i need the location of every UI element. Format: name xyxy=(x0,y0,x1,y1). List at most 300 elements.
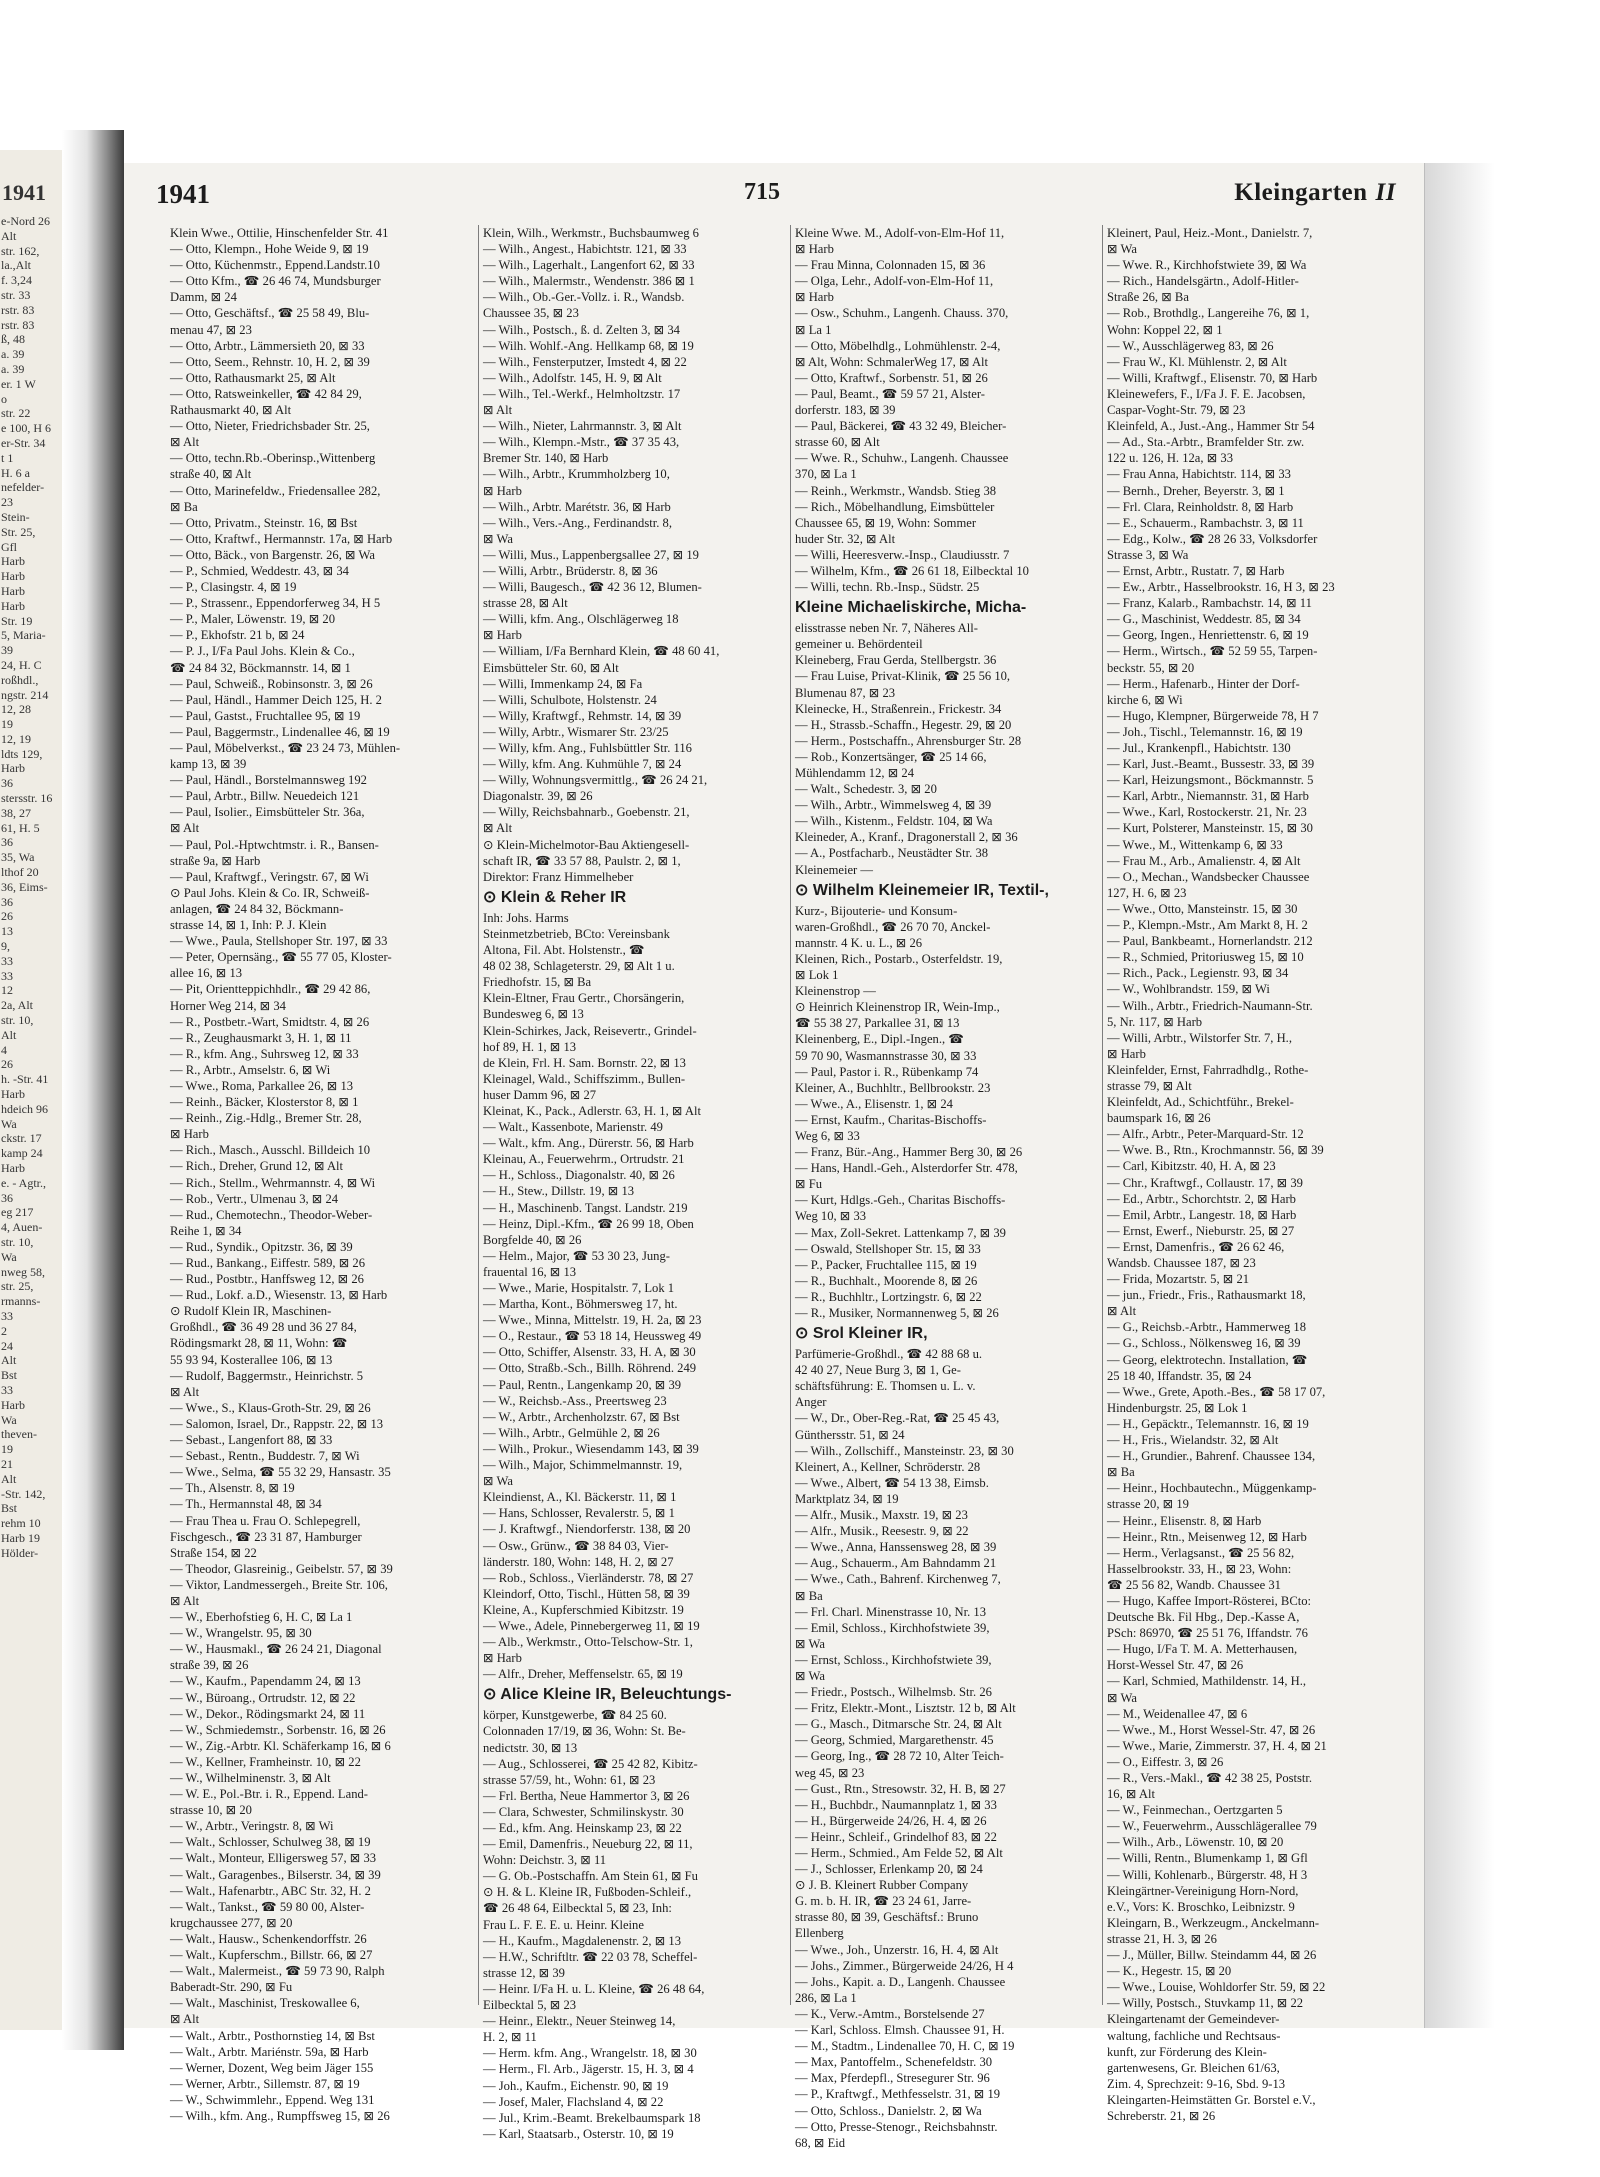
directory-entry-line: Rathausmarkt 40, ⊠ Alt xyxy=(170,403,292,418)
directory-entry-line: — W., Wrangelstr. 95, ⊠ 30 xyxy=(170,1626,312,1641)
directory-entry-line: — W., Dr., Ober-Reg.-Rat, ☎ 25 45 43, xyxy=(795,1411,1000,1426)
directory-entry-line: — Otto, Schiffer, Alsenstr. 33, H. A, ⊠ 30 xyxy=(483,1345,696,1360)
directory-entry-line: strasse 79, ⊠ Alt xyxy=(1107,1078,1192,1093)
directory-entry-line: gemeiner u. Behördenteil xyxy=(795,637,923,652)
directory-entry-line: — Otto, Möbelhdlg., Lohmühlenstr. 2-4, xyxy=(795,338,1001,353)
directory-entry-line: — P., Maler, Löwenstr. 19, ⊠ 20 xyxy=(170,612,336,627)
facing-page-line: 36, Eims- xyxy=(1,879,48,894)
directory-entry-line: — Frida, Mozartstr. 5, ⊠ 21 xyxy=(1107,1272,1250,1287)
directory-entry-line: strasse 57/59, ht., Wohn: 61, ⊠ 23 xyxy=(483,1772,656,1787)
directory-entry-line: — Heinr. I/Fa H. u. L. Kleine, ☎ 26 48 64, xyxy=(483,1981,705,1996)
directory-entry-line: — Wilh., Arbtr., Wimmelsweg 4, ⊠ 39 xyxy=(795,798,992,813)
facing-page-line: lthof 20 xyxy=(1,865,39,880)
facing-page-line: theven- xyxy=(1,1427,37,1442)
directory-entry-line: ⊠ Wa xyxy=(1107,1690,1137,1705)
directory-entry-line: ⊠ Harb xyxy=(1107,1046,1146,1061)
page-header xyxy=(124,179,1424,219)
directory-entry-line: hof 89, H. 1, ⊠ 13 xyxy=(483,1039,577,1054)
directory-entry-line: länderstr. 180, Wohn: 148, H. 2, ⊠ 27 xyxy=(483,1554,674,1569)
directory-entry-line: huder Str. 32, ⊠ Alt xyxy=(795,531,896,546)
directory-entry-line: — P., Ekhofstr. 21 b, ⊠ 24 xyxy=(170,628,305,643)
directory-entry-line: — Wilhelm, Kfm., ☎ 26 61 18, Eilbecktal 10 xyxy=(795,563,1029,578)
directory-entry-line: ⊠ Alt xyxy=(483,821,513,836)
directory-entry-line: Kleindienst, A., Kl. Bäckerstr. 11, ⊠ 1 xyxy=(483,1490,677,1505)
directory-entry-line: — H., Gepäcktr., Telemannstr. 16, ⊠ 19 xyxy=(1107,1416,1309,1431)
directory-entry-line: Kleinert, Paul, Heiz.-Mont., Danielstr. 7, xyxy=(1107,226,1313,240)
directory-entry-line: — G., Schloss., Nölkensweg 16, ⊠ 39 xyxy=(1107,1336,1301,1351)
facing-page-line: ldts 129, xyxy=(1,746,43,761)
directory-entry-line: — Georg, Ingen., Henriettenstr. 6, ⊠ 19 xyxy=(1107,628,1309,643)
directory-entry-line: — Otto, Rathausmarkt 25, ⊠ Alt xyxy=(170,370,336,385)
directory-entry-line: — Wwe., Roma, Parkallee 26, ⊠ 13 xyxy=(170,1078,354,1093)
directory-entry-line: — Wwe., Louise, Wohldorfer Str. 59, ⊠ 22 xyxy=(1107,1980,1326,1995)
directory-entry-line: — Wilh., Tel.-Werkf., Helmholtzstr. 17 xyxy=(483,386,681,401)
facing-page-line: 33 xyxy=(1,1308,13,1323)
directory-entry-line: strasse 21, H. 3, ⊠ 26 xyxy=(1107,1931,1217,1946)
facing-page-line: Harb xyxy=(1,569,25,584)
facing-page-line: 26 xyxy=(1,1057,13,1072)
directory-entry-line: — Heinz, Dipl.-Kfm., ☎ 26 99 18, Oben xyxy=(483,1216,694,1231)
directory-entry-line: — Frl. Clara, Reinholdstr. 8, ⊠ Harb xyxy=(1107,499,1294,514)
directory-entry-line: — H.W., Schriftltr. ☎ 22 03 78, Scheffel- xyxy=(483,1949,698,1964)
directory-entry-line: — Jul., Krankenpfl., Habichtstr. 130 xyxy=(1107,741,1291,755)
directory-entry-line: strasse 14, ⊠ 1, Inh: P. J. Klein xyxy=(170,918,327,933)
directory-entry-line: — William, I/Fa Bernhard Klein, ☎ 48 60 41, xyxy=(483,644,720,659)
directory-entry-line: — Otto, Kraftwf., Hermannstr. 17a, ⊠ Harb xyxy=(170,531,393,546)
directory-entry-line: — Herm., Postschaffn., Ahrensburger Str. 28 xyxy=(795,733,1022,748)
directory-entry-line: ⊠ Fu xyxy=(795,1177,823,1192)
directory-entry-line: — Wwe., Otto, Mansteinstr. 15, ⊠ 30 xyxy=(1107,901,1298,916)
directory-entry-line: frauental 16, ⊠ 13 xyxy=(483,1264,577,1279)
directory-entry-line: — Wwe., Minna, Mittelstr. 19, H. 2a, ⊠ 23 xyxy=(483,1313,702,1328)
facing-page-line: t 1 xyxy=(1,450,14,465)
directory-entry-line: — Willi, Arbtr., Wilstorfer Str. 7, H., xyxy=(1107,1030,1292,1045)
directory-entry-line: — Wwe. B., Rtn., Krochmannstr. 56, ⊠ 39 xyxy=(1107,1143,1324,1158)
directory-entry-line: — Wilh., Nieter, Lahrmannstr. 3, ⊠ Alt xyxy=(483,419,682,434)
directory-entry-line: — Paul, Pol.-Hptwchtmstr. i. R., Bansen- xyxy=(170,837,379,852)
facing-page-line: Hölder- xyxy=(1,1545,39,1560)
directory-entry-line: — W., Dekor., Rödingsmarkt 24, ⊠ 11 xyxy=(170,1706,366,1721)
directory-entry-line: — Frau Anna, Habichtstr. 114, ⊠ 33 xyxy=(1107,467,1291,482)
facing-page-line: f. 3,24 xyxy=(1,273,32,288)
directory-entry-line: Klein-Eltner, Frau Gertr., Chorsängerin, xyxy=(483,991,685,1006)
directory-entry-line: Kleinat, K., Pack., Adlerstr. 63, H. 1, ⊠ Alt xyxy=(483,1103,701,1118)
directory-entry-line: — Walt., Schedestr. 3, ⊠ 20 xyxy=(795,782,937,797)
directory-entry-line: — W., Feinmechan., Oertzgarten 5 xyxy=(1107,1803,1283,1818)
directory-entry-line: — Willi, Baugesch., ☎ 42 36 12, Blumen- xyxy=(483,580,702,595)
directory-entry-line: — Reinh., Bäcker, Klosterstor 8, ⊠ 1 xyxy=(170,1095,359,1110)
directory-entry-line: — Walt., Arbtr., Posthornstieg 14, ⊠ Bst xyxy=(170,2028,375,2043)
facing-page-line: Str. 19 xyxy=(1,613,33,628)
directory-entry-line: — Ed., Arbtr., Schorchtstr. 2, ⊠ Harb xyxy=(1107,1191,1296,1206)
directory-entry-line: — Otto, Bäck., von Bargenstr. 26, ⊠ Wa xyxy=(170,547,375,562)
directory-entry-line: ⊠ Alt xyxy=(170,1593,200,1608)
directory-entry-line: Fischgesch., ☎ 23 31 87, Hamburger xyxy=(170,1529,362,1544)
directory-entry-line: — Otto Kfm., ☎ 26 46 74, Mundsburger xyxy=(170,274,381,289)
directory-entry-line: Damm, ⊠ 24 xyxy=(170,290,237,305)
directory-entry-line: Horner Weg 214, ⊠ 34 xyxy=(170,998,286,1013)
directory-entry-line: — Rich., Masch., Ausschl. Billdeich 10 xyxy=(170,1143,371,1158)
directory-entry-line: — Wwe., Karl, Rostockerstr. 21, Nr. 23 xyxy=(1107,805,1307,820)
facing-page-line: 35, Wa xyxy=(1,850,35,865)
directory-entry-line: — Willy, Reichsbahnarb., Goebenstr. 21, xyxy=(483,805,690,820)
facing-page-line: 21 xyxy=(1,1456,13,1471)
facing-page-line: Harb xyxy=(1,583,25,598)
directory-entry-line: — Walt., Hafenarbtr., ABC Str. 32, H. 2 xyxy=(170,1883,371,1898)
directory-entry-line: Eilbecktal 5, ⊠ 23 xyxy=(483,1998,577,2013)
facing-page-line: a. 39 xyxy=(1,347,25,362)
directory-entry-line: — Werner, Arbtr., Sillemstr. 87, ⊠ 19 xyxy=(170,2076,360,2091)
directory-entry-line: Rödingsmarkt 28, ⊠ 11, Wohn: ☎ xyxy=(170,1336,348,1351)
directory-entry-line: — Rud., Bankang., Eiffestr. 589, ⊠ 26 xyxy=(170,1256,366,1270)
directory-entry-line: — Rud., Lokf. a.D., Wiesenstr. 13, ⊠ Harb xyxy=(170,1288,388,1303)
directory-entry-line: huser Damm 96, ⊠ 27 xyxy=(483,1087,597,1102)
directory-entry-line: — Paul, Bankbeamt., Hornerlandstr. 212 xyxy=(1107,934,1313,949)
directory-entry-line: — M., Stadtm., Lindenallee 70, H. C, ⊠ 19 xyxy=(795,2039,1015,2054)
directory-entry-line: — W., Reichsb.-Ass., Preertsweg 23 xyxy=(483,1393,667,1408)
directory-entry-line: menau 47, ⊠ 23 xyxy=(170,322,252,337)
directory-entry-line: — Wilh., Postsch., ß. d. Zelten 3, ⊠ 34 xyxy=(483,322,680,337)
facing-page-line: 36 xyxy=(1,894,13,909)
directory-entry-line: Kleine Wwe. M., Adolf-von-Elm-Hof 11, xyxy=(795,226,1005,240)
directory-entry-line: Kleindorf, Otto, Tischl., Hütten 58, ⊠ 39 xyxy=(483,1586,690,1601)
directory-entry-line: — Otto, Schloss., Danielstr. 2, ⊠ Wa xyxy=(795,2103,982,2118)
facing-page-line: 33 xyxy=(1,1382,13,1397)
directory-entry-line: Klein Wwe., Ottilie, Hinschenfelder Str. 41 xyxy=(170,226,389,240)
directory-entry-line: ⊠ La 1 xyxy=(795,322,832,337)
directory-entry-line: — Willy, kfm. Ang., Fuhlsbüttler Str. 116 xyxy=(483,741,692,755)
directory-entry-line: — K., Verw.-Amtm., Borstelsende 27 xyxy=(795,2006,985,2021)
directory-entry-line: — W., Wilhelminenstr. 3, ⊠ Alt xyxy=(170,1771,331,1785)
directory-entry-line: — Ed., kfm. Ang. Heinskamp 23, ⊠ 22 xyxy=(483,1821,682,1835)
directory-entry-line: Chaussee 35, ⊠ 23 xyxy=(483,306,579,321)
directory-entry-line: — Sebast., Rentn., Buddestr. 7, ⊠ Wi xyxy=(170,1449,360,1464)
directory-entry-line: — Otto, techn.Rb.-Oberinsp.,Wittenberg xyxy=(170,451,376,466)
directory-entry-line: Altona, Fil. Abt. Holstenstr., ☎ xyxy=(483,943,645,958)
directory-entry-line: ⊠ Alt xyxy=(170,2012,200,2027)
directory-entry-line: — Reinh., Werkmstr., Wandsb. Stieg 38 xyxy=(795,483,997,498)
directory-entry-line: — Herm., Verlagsanst., ☎ 25 56 82, xyxy=(1107,1545,1295,1560)
directory-entry-line: — Frau Luise, Privat-Klinik, ☎ 25 56 10, xyxy=(795,669,1011,684)
directory-entry-line: ☎ 55 38 27, Parkallee 31, ⊠ 13 xyxy=(795,1016,960,1031)
facing-page-line: la.,Alt xyxy=(1,258,31,273)
directory-entry-line: — H., Schloss., Diagonalstr. 40, ⊠ 26 xyxy=(483,1168,675,1183)
facing-page-line: e. - Agtr., xyxy=(1,1175,46,1190)
directory-entry-line: — H., Buchbdr., Naumannplatz 1, ⊠ 33 xyxy=(795,1797,997,1812)
directory-entry-line: — Th., Alsenstr. 8, ⊠ 19 xyxy=(170,1481,295,1496)
column-3 xyxy=(790,225,1102,2150)
facing-page-line: Harb xyxy=(1,761,25,776)
directory-entry-line: — Otto, Küchenmstr., Eppend.Landstr.10 xyxy=(170,258,380,273)
directory-entry-line: — Otto, Seem., Rehnstr. 10, H. 2, ⊠ 39 xyxy=(170,354,370,369)
directory-entry-line: — Willi, Kohlenarb., Bürgerstr. 48, H 3 xyxy=(1107,1867,1308,1882)
header-year: 1941 xyxy=(156,179,210,209)
directory-entry-line: — Wilh., Arb., Löwenstr. 10, ⊠ 20 xyxy=(1107,1835,1284,1850)
directory-entry-line: ⊙ Heinrich Kleinenstrop IR, Wein-Imp., xyxy=(795,1000,1000,1015)
directory-entry-line: — Sebast., Langenfort 88, ⊠ 33 xyxy=(170,1433,333,1448)
directory-entry-line: — Bernh., Dreher, Beyerstr. 3, ⊠ 1 xyxy=(1107,483,1285,498)
directory-entry-line: — Alfr., Arbtr., Peter-Marquard-Str. 12 xyxy=(1107,1127,1304,1142)
directory-entry-line: — Karl, Staatsarb., Osterstr. 10, ⊠ 19 xyxy=(483,2126,674,2141)
directory-entry-line: Kleinfeld, A., Just.-Ang., Hammer Str 54 xyxy=(1107,419,1315,434)
directory-entry-line: — Rob., Brothdlg., Langereihe 76, ⊠ 1, xyxy=(1107,306,1310,321)
directory-entry-line: — Paul, Möbelverkst., ☎ 23 24 73, Mühlen- xyxy=(170,741,401,755)
directory-entry-line: — Ernst, Ewerf., Nieburstr. 25, ⊠ 27 xyxy=(1107,1223,1295,1238)
directory-entry-line: — Rich., Stellm., Wehrmannstr. 4, ⊠ Wi xyxy=(170,1175,376,1190)
listing-columns xyxy=(166,225,1416,2150)
directory-entry-line: — Otto, Arbtr., Lämmersieth 20, ⊠ 33 xyxy=(170,338,365,353)
directory-entry-line: — Paul, Baggermstr., Lindenallee 46, ⊠ 19 xyxy=(170,724,390,739)
facing-page-line: ß, 48 xyxy=(1,332,25,347)
directory-entry-line: — Willi, Rentn., Blumenkamp 1, ⊠ Gfl xyxy=(1107,1851,1308,1866)
directory-entry-line: — Max, Pferdepfl., Stresegurer Str. 96 xyxy=(795,2071,990,2086)
directory-entry-line: — Wwe., Selma, ☎ 55 32 29, Hansastr. 35 xyxy=(170,1465,391,1480)
directory-entry-line: — Paul, Händl., Borstelmannsweg 192 xyxy=(170,773,367,788)
directory-entry-line: strasse 80, ⊠ 39, Geschäftsf.: Bruno xyxy=(795,1910,979,1925)
directory-entry-line: schäftsführung: E. Thomsen u. L. v. xyxy=(795,1379,976,1394)
facing-page-line: 39 xyxy=(1,643,13,658)
directory-entry-line: ⊠ Ba xyxy=(170,499,198,514)
facing-page-line: 33 xyxy=(1,968,13,983)
directory-entry-line: — Walt., Arbtr. Mariénstr. 59a, ⊠ Harb xyxy=(170,2044,369,2059)
directory-entry-line: ⊠ Harb xyxy=(795,290,834,305)
facing-page-line: roßhdl., xyxy=(1,672,39,687)
directory-entry-line: — Osw., Grünw., ☎ 38 84 03, Vier- xyxy=(483,1538,669,1553)
directory-entry-line: — Rud., Syndik., Opitzstr. 36, ⊠ 39 xyxy=(170,1239,353,1254)
directory-entry-line: — Paul, Beamt., ☎ 59 57 21, Alster- xyxy=(795,386,985,401)
directory-entry-line: — Rich., Handelsgärtn., Adolf-Hitler- xyxy=(1107,274,1299,289)
directory-entry-line: H. 2, ⊠ 11 xyxy=(483,2030,537,2045)
directory-entry-line: — R., Postbetr.-Wart, Smidtstr. 4, ⊠ 26 xyxy=(170,1014,370,1029)
directory-entry-line: — Rud., Chemotechn., Theodor-Weber- xyxy=(170,1207,373,1222)
directory-entry-line: — P., Klempn.-Mstr., Am Markt 8, H. 2 xyxy=(1107,918,1308,933)
directory-entry-line: — W., Büroang., Ortrudstr. 12, ⊠ 22 xyxy=(170,1690,356,1705)
directory-entry-line: — Paul, Bäckerei, ☎ 43 32 49, Bleicher- xyxy=(795,419,1007,434)
directory-entry-line: — W., Schmiedemstr., Sorbenstr. 16, ⊠ 26 xyxy=(170,1722,386,1737)
directory-entry-line: baumspark 16, ⊠ 26 xyxy=(1107,1111,1211,1126)
directory-entry-line: 5, Nr. 117, ⊠ Harb xyxy=(1107,1014,1203,1029)
directory-entry-line: — Paul, Pastor i. R., Rübenkamp 74 xyxy=(795,1064,979,1079)
directory-entry-line: — P., Schmied, Weddestr. 43, ⊠ 34 xyxy=(170,563,349,578)
directory-entry-line: — Rob., Konzertsänger, ☎ 25 14 66, xyxy=(795,749,987,764)
directory-entry-line: — Herm. kfm. Ang., Wrangelstr. 18, ⊠ 30 xyxy=(483,2046,697,2061)
facing-page-line: e 100, H 6 xyxy=(1,421,51,436)
directory-entry-line: Inh: Johs. Harms xyxy=(483,910,569,925)
directory-entry-line: — Wwe., Anna, Hanssensweg 28, ⊠ 39 xyxy=(795,1540,997,1555)
directory-entry-line: Kleineberg, Frau Gerda, Stellbergstr. 36 xyxy=(795,653,997,668)
directory-entry-line: — Walt., Tankst., ☎ 59 80 00, Alster- xyxy=(170,1899,365,1914)
directory-entry-line: Schreberstr. 21, ⊠ 26 xyxy=(1107,2108,1216,2123)
directory-entry-line: — Hans, Schlosser, Revalerstr. 5, ⊠ 1 xyxy=(483,1506,675,1521)
directory-entry-line: — Herm., Fl. Arb., Jägerstr. 15, H. 3, ⊠ 4 xyxy=(483,2062,694,2077)
directory-entry-line: — H., Strassb.-Schaffn., Hegestr. 29, ⊠ 20 xyxy=(795,717,1012,732)
directory-entry-line: 370, ⊠ La 1 xyxy=(795,467,857,482)
directory-entry-line: — W., Hausmakl., ☎ 26 24 21, Diagonal xyxy=(170,1642,382,1657)
directory-entry-line: — Willy, Kraftwgf., Rehmstr. 14, ⊠ 39 xyxy=(483,708,682,723)
directory-entry-line: — Willy, Postsch., Stuvkamp 11, ⊠ 22 xyxy=(1107,1996,1304,2011)
facing-page-line: 36 xyxy=(1,776,13,791)
directory-entry-line: — Wilh., Arbtr., Gelmühle 2, ⊠ 26 xyxy=(483,1425,660,1440)
directory-entry-line: schaft IR, ☎ 33 57 88, Paulstr. 2, ⊠ 1, xyxy=(483,853,681,868)
facing-page-line: Wa xyxy=(1,1412,17,1427)
facing-page-line: 33 xyxy=(1,953,13,968)
facing-page-line: hdeich 96 xyxy=(1,1101,48,1116)
directory-entry-line: Eimsbütteler Str. 60, ⊠ Alt xyxy=(483,660,619,675)
directory-entry-line: — Wwe., S., Klaus-Groth-Str. 29, ⊠ 26 xyxy=(170,1400,371,1415)
directory-entry-line: Caspar-Voght-Str. 79, ⊠ 23 xyxy=(1107,403,1246,418)
directory-entry-line: kunft, zur Förderung des Klein- xyxy=(1107,2044,1267,2059)
directory-entry-line: dorferstr. 183, ⊠ 39 xyxy=(795,403,896,418)
directory-entry-line: — W., Kaufm., Papendamm 24, ⊠ 13 xyxy=(170,1674,361,1689)
directory-entry-line: ☎ 26 48 64, Eilbecktal 5, ⊠ 23, Inh: xyxy=(483,1901,672,1916)
directory-entry-line: — H., Grundier., Bahrenf. Chaussee 134, xyxy=(1107,1449,1316,1464)
facing-page-line: rstr. 83 xyxy=(1,302,35,317)
directory-entry-line: — Wwe., Adele, Pinnebergerweg 11, ⊠ 19 xyxy=(483,1618,700,1633)
directory-entry-line: Kleinen, Rich., Postarb., Osterfeldstr. 19, xyxy=(795,951,1003,966)
directory-entry-line: — Wilh., Ob.-Ger.-Vollz. i. R., Wandsb. xyxy=(483,290,685,305)
directory-entry-line: Günthersstr. 51, ⊠ 24 xyxy=(795,1427,905,1442)
directory-entry-line: — Ernst, Kaufm., Charitas-Bischoffs- xyxy=(795,1112,987,1127)
directory-entry-line: — W., Schwimmlehr., Eppend. Weg 131 xyxy=(170,2092,375,2107)
facing-page-line: 36 xyxy=(1,1190,13,1205)
directory-entry-line: Kleine, A., Kupferschmied Kibitzstr. 19 xyxy=(483,1602,684,1617)
facing-page-line: 24, H. C xyxy=(1,657,42,672)
directory-entry-line: — Johs., Zimmer., Bürgerweide 24/26, H 4 xyxy=(795,1958,1014,1973)
directory-entry-line: — Willy, Wohnungsvermittlg., ☎ 26 24 21, xyxy=(483,773,708,788)
directory-entry-line: — Rob., Schloss., Vierländerstr. 78, ⊠ 27 xyxy=(483,1570,694,1585)
directory-entry-line: ⊠ Harb xyxy=(795,242,834,257)
directory-entry-line: — G. Ob.-Postschaffn. Am Stein 61, ⊠ Fu xyxy=(483,1869,698,1884)
directory-entry-line: kirche 6, ⊠ Wi xyxy=(1107,692,1183,707)
directory-entry-line: — H., Stew., Dillstr. 19, ⊠ 13 xyxy=(483,1184,635,1199)
running-title-roman: II xyxy=(1375,179,1396,206)
directory-entry-line: straße 40, ⊠ Alt xyxy=(170,467,252,482)
directory-entry-line: — Aug., Schlosserei, ☎ 25 42 82, Kibitz- xyxy=(483,1756,698,1771)
directory-entry-line: strasse 60, ⊠ Alt xyxy=(795,435,880,450)
directory-entry-line: — Willi, Kraftwgf., Elisenstr. 70, ⊠ Harb xyxy=(1107,370,1318,385)
directory-entry-line: Hindenburgstr. 25, ⊠ Lok 1 xyxy=(1107,1400,1248,1415)
directory-entry-line: — G., Maschinist, Weddestr. 85, ⊠ 34 xyxy=(1107,612,1301,627)
directory-entry-line: — Hugo, I/Fa T. M. A. Metterhausen, xyxy=(1107,1642,1298,1657)
directory-entry-line: Großhdl., ☎ 36 49 28 und 36 27 84, xyxy=(170,1320,357,1335)
directory-entry-line: — O., Eiffestr. 3, ⊠ 26 xyxy=(1107,1754,1224,1769)
facing-page-line: 2 xyxy=(1,1323,7,1338)
directory-entry-line: 286, ⊠ La 1 xyxy=(795,1990,857,2005)
facing-page-line: er-Str. 34 xyxy=(1,435,46,450)
directory-entry-line: Kleingartenamt der Gemeindever- xyxy=(1107,2012,1280,2027)
directory-entry-line: — Ew., Arbtr., Hasselbrookstr. 16, H 3, ⊠ 23 xyxy=(1107,580,1335,595)
facing-page-line: nefelder- xyxy=(1,480,45,495)
column-4 xyxy=(1102,225,1414,2123)
directory-entry-line: — H., Bürgerweide 24/26, H. 4, ⊠ 26 xyxy=(795,1813,987,1828)
directory-entry-line: — Wwe., M., Horst Wessel-Str. 47, ⊠ 26 xyxy=(1107,1722,1316,1737)
facing-page-line: 9, xyxy=(1,939,10,954)
running-title-word: Kleingarten xyxy=(1234,179,1368,206)
directory-entry-line: Kleinfelder, Ernst, Fahrradhdlg., Rothe- xyxy=(1107,1062,1309,1077)
facing-page-line: e-Nord 26 xyxy=(1,214,50,228)
directory-entry-line: de Klein, Frl. H. Sam. Bornstr. 22, ⊠ 13 xyxy=(483,1055,686,1070)
directory-entry-line: Kleinau, A., Feuerwehrm., Ortrudstr. 21 xyxy=(483,1152,685,1167)
directory-entry-line: — Wilh., Fensterputzer, Imstedt 4, ⊠ 22 xyxy=(483,354,687,369)
directory-entry-line: 42 40 27, Neue Burg 3, ⊠ 1, Ge- xyxy=(795,1363,961,1378)
directory-entry-line: — Otto, Kraftwf., Sorbenstr. 51, ⊠ 26 xyxy=(795,370,988,385)
directory-entry-line: Klein, Wilh., Werkmstr., Buchsbaumweg 6 xyxy=(483,226,699,240)
book-gutter xyxy=(62,130,124,2050)
facing-page-line: h. -Str. 41 xyxy=(1,1072,49,1087)
directory-entry-line: — R., kfm. Ang., Suhrsweg 12, ⊠ 33 xyxy=(170,1046,359,1061)
facing-page-line: 2a, Alt xyxy=(1,998,33,1013)
directory-entry-line: — W., Arbtr., Archenholzstr. 67, ⊠ Bst xyxy=(483,1409,680,1424)
directory-entry-line: — jun., Friedr., Fris., Rathausmarkt 18, xyxy=(1107,1288,1306,1303)
directory-entry-line: — Willi, Immenkamp 24, ⊠ Fa xyxy=(483,676,643,691)
directory-entry-line: — Wwe. R., Schuhw., Langenh. Chaussee xyxy=(795,451,1009,466)
directory-entry-line: 59 70 90, Wasmannstrasse 30, ⊠ 33 xyxy=(795,1048,977,1063)
directory-entry-line: — Aug., Schauerm., Am Bahndamm 21 xyxy=(795,1556,997,1571)
directory-entry-line: Bremer Str. 140, ⊠ Harb xyxy=(483,451,609,466)
directory-entry-line: ⊠ Alt xyxy=(170,435,200,450)
directory-entry-line: — Gust., Rtn., Stresowstr. 32, H. B, ⊠ 27 xyxy=(795,1781,1006,1796)
facing-page-line: 12, 19 xyxy=(1,731,31,746)
directory-entry-line: — G., Reichsb.-Arbtr., Hammerweg 18 xyxy=(1107,1320,1307,1335)
facing-page-line: 12, 28 xyxy=(1,702,31,717)
directory-page xyxy=(124,163,1425,2150)
directory-entry-line: ☎ 25 56 82, Wandb. Chaussee 31 xyxy=(1107,1577,1281,1592)
directory-entry-line: — W., Arbtr., Veringstr. 8, ⊠ Wi xyxy=(170,1819,334,1834)
directory-entry-line: Diagonalstr. 39, ⊠ 26 xyxy=(483,789,593,804)
directory-entry-line: 55 93 94, Kosterallee 106, ⊠ 13 xyxy=(170,1352,333,1367)
directory-entry-line: — Wilh., kfm. Ang., Rumpffsweg 15, ⊠ 26 xyxy=(170,2108,390,2123)
directory-entry-line: 16, ⊠ Alt xyxy=(1107,1787,1155,1802)
display-advertisement-heading: ⊙ Klein & Reher IR xyxy=(483,888,627,906)
directory-entry-line: — H., Fris., Wielandstr. 32, ⊠ Alt xyxy=(1107,1433,1279,1448)
directory-entry-line: Friedhofstr. 15, ⊠ Ba xyxy=(483,975,592,990)
directory-entry-line: Frau L. F. E. E. u. Heinr. Kleine xyxy=(483,1917,644,1932)
directory-entry-line: ⊠ Alt xyxy=(170,1384,200,1399)
directory-entry-line: waltung, fachliche und Rechtsaus- xyxy=(1107,2028,1281,2043)
facing-page-line: Bst xyxy=(1,1501,18,1516)
directory-entry-line: — Frau M., Arb., Amalienstr. 4, ⊠ Alt xyxy=(1107,853,1301,868)
display-advertisement-heading: Kleine Michaeliskirche, Micha- xyxy=(795,599,1027,617)
directory-entry-line: ⊙ Rudolf Klein IR, Maschinen- xyxy=(170,1304,332,1319)
directory-entry-line: — Emil, Schloss., Kirchhofstwiete 39, xyxy=(795,1620,990,1635)
facing-page-line: Alt xyxy=(1,1027,17,1042)
directory-entry-line: — Salomon, Israel, Dr., Rappstr. 22, ⊠ 13 xyxy=(170,1416,384,1431)
directory-entry-line: — O., Restaur., ☎ 53 18 14, Heussweg 49 xyxy=(483,1329,702,1344)
directory-entry-line: — Wwe., Paula, Stellshoper Str. 197, ⊠ 33 xyxy=(170,934,388,949)
directory-entry-line: ⊠ Alt xyxy=(170,821,200,836)
directory-entry-line: Kleiner, A., Buchhltr., Bellbrookstr. 23 xyxy=(795,1080,991,1095)
facing-page-line: eg 217 xyxy=(1,1205,34,1220)
directory-entry-line: — Paul, Kraftwgf., Veringstr. 67, ⊠ Wi xyxy=(170,869,369,884)
directory-entry-line: — Alfr., Musik., Maxstr. 19, ⊠ 23 xyxy=(795,1508,968,1523)
directory-entry-line: — Willy, Arbtr., Wismarer Str. 23/25 xyxy=(483,724,669,739)
directory-entry-line: — Walt., Monteur, Elligersweg 57, ⊠ 33 xyxy=(170,1851,377,1866)
facing-page-line: Harb xyxy=(1,554,25,569)
directory-entry-line: — Chr., Kraftwgf., Collaustr. 17, ⊠ 39 xyxy=(1107,1175,1303,1190)
directory-entry-line: — Otto, Ratsweinkeller, ☎ 42 84 29, xyxy=(170,386,362,401)
directory-entry-line: Kleinfeldt, Ad., Schichtführ., Brekel- xyxy=(1107,1095,1294,1110)
directory-entry-line: PSch: 86970, ☎ 25 51 76, Iffandstr. 76 xyxy=(1107,1626,1308,1641)
directory-entry-line: Kleinert, A., Kellner, Schröderstr. 28 xyxy=(795,1459,981,1474)
directory-entry-line: ⊠ Ba xyxy=(1107,1465,1135,1480)
directory-entry-line: — Max, Zoll-Sekret. Lattenkamp 7, ⊠ 39 xyxy=(795,1225,1006,1240)
directory-entry-line: — Paul, Rentn., Langenkamp 20, ⊠ 39 xyxy=(483,1377,682,1392)
directory-entry-line: — Wwe. R., Kirchhofstwiete 39, ⊠ Wa xyxy=(1107,258,1307,273)
directory-entry-line: — Emil, Arbtr., Langestr. 18, ⊠ Harb xyxy=(1107,1207,1297,1222)
facing-page-line: Gfl xyxy=(1,539,17,554)
directory-entry-line: ⊠ Wa xyxy=(795,1636,825,1651)
directory-entry-line: — Fritz, Elektr.-Mont., Lisztstr. 12 b, ⊠ Alt xyxy=(795,1701,1016,1716)
